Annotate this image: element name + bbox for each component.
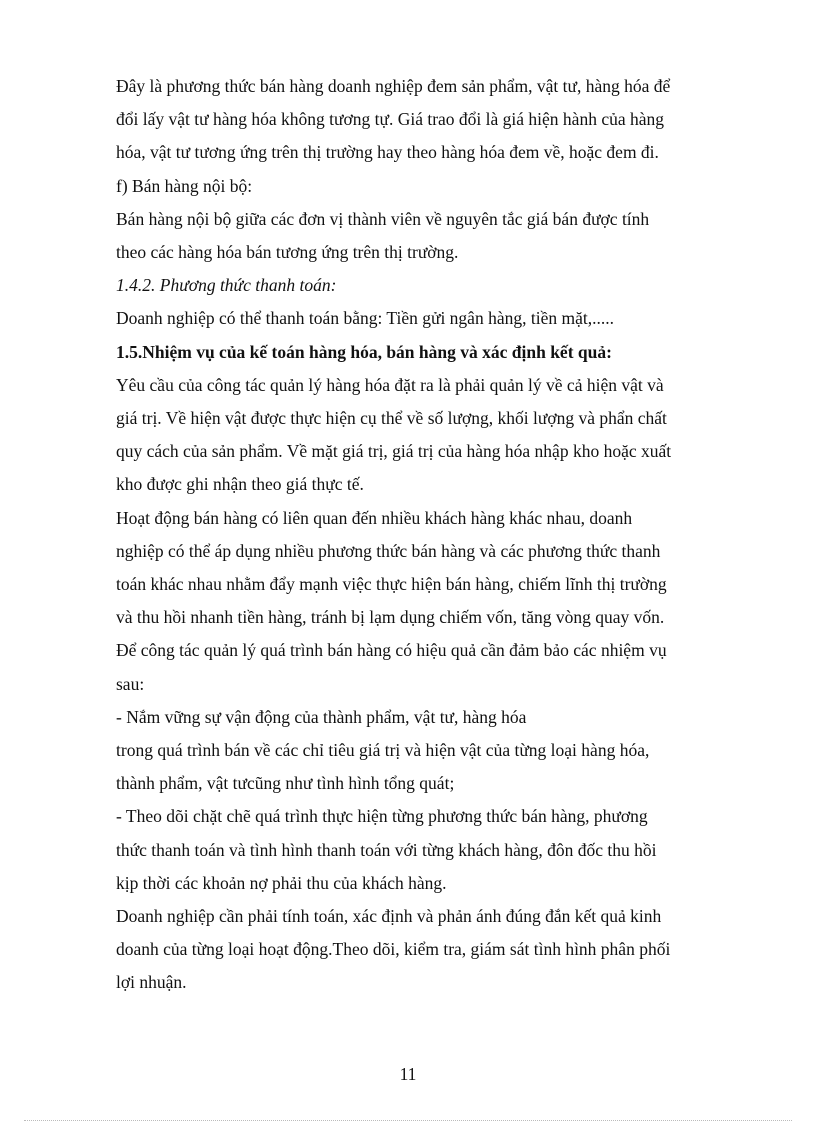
page-bottom-divider xyxy=(24,1120,792,1121)
text-line: Để công tác quản lý quá trình bán hàng có hiệu quả cần đảm bảo các nhiệm vụ xyxy=(116,640,667,661)
text-line: nghiệp có thể áp dụng nhiều phương thức bán hàng và các phương thức thanh xyxy=(116,540,661,561)
text-line: Yêu cầu của công tác quản lý hàng hóa đặt ra là phải quản lý về cả hiện vật và xyxy=(116,374,664,395)
text-line: trong quá trình bán về các chỉ tiêu giá trị và hiện vật của từng loại hàng hóa, xyxy=(116,740,650,761)
page-number: 11 xyxy=(399,1064,417,1084)
list-item: - Theo dõi chặt chẽ quá trình thực hiện từng phương thức bán hàng, phương xyxy=(116,806,648,827)
text-line: đổi lấy vật tư hàng hóa không tương tự. Giá trao đổi là giá hiện hành của hàng xyxy=(116,109,664,130)
text-line: kho được ghi nhận theo giá thực tế. xyxy=(116,474,364,495)
text-line: Bán hàng nội bộ giữa các đơn vị thành viên về nguyên tắc giá bán được tính xyxy=(116,208,650,229)
text-line: hóa, vật tư tương ứng trên thị trường hay theo hàng hóa đem về, hoặc đem đi. xyxy=(116,142,659,163)
section-heading: 1.5.Nhiệm vụ của kế toán hàng hóa, bán hàng và xác định kết quả: xyxy=(116,341,612,362)
text-line: và thu hồi nhanh tiền hàng, tránh bị lạm dụng chiếm vốn, tăng vòng quay vốn. xyxy=(116,607,665,628)
text-line: Doanh nghiệp cần phải tính toán, xác định và phản ánh đúng đắn kết quả kinh xyxy=(116,906,662,927)
text-line: Doanh nghiệp có thể thanh toán bằng: Tiền gửi ngân hàng, tiền mặt,..... xyxy=(116,308,614,329)
text-line: Hoạt động bán hàng có liên quan đến nhiều khách hàng khác nhau, doanh xyxy=(116,507,633,528)
text-line: toán khác nhau nhằm đẩy mạnh việc thực hiện bán hàng, chiếm lĩnh thị trường xyxy=(116,574,667,595)
text-line: quy cách của sản phẩm. Về mặt giá trị, giá trị của hàng hóa nhập kho hoặc xuất xyxy=(116,441,672,462)
text-line: theo các hàng hóa bán tương ứng trên thị trường. xyxy=(116,242,459,263)
list-item: - Nắm vững sự vận động của thành phẩm, vật tư, hàng hóa xyxy=(116,706,527,727)
page-body xyxy=(116,70,736,1000)
text-line: thức thanh toán và tình hình thanh toán với từng khách hàng, đôn đốc thu hồi xyxy=(116,839,657,860)
text-line: giá trị. Về hiện vật được thực hiện cụ thể về số lượng, khối lượng và phẩn chất xyxy=(116,408,667,429)
text-line: thành phẩm, vật tưcũng như tình hình tổng quát; xyxy=(116,773,455,794)
text-line: doanh của từng loại hoạt động.Theo dõi, kiểm tra, giám sát tình hình phân phối xyxy=(116,939,671,960)
section-label: f) Bán hàng nội bộ: xyxy=(116,175,253,196)
subsection-heading: 1.4.2. Phương thức thanh toán: xyxy=(116,275,337,296)
text-line: sau: xyxy=(116,673,145,694)
text-line: Đây là phương thức bán hàng doanh nghiệp đem sản phẩm, vật tư, hàng hóa để xyxy=(116,76,671,96)
text-line: kịp thời các khoản nợ phải thu của khách hàng. xyxy=(116,872,447,893)
text-line: lợi nhuận. xyxy=(116,972,187,993)
